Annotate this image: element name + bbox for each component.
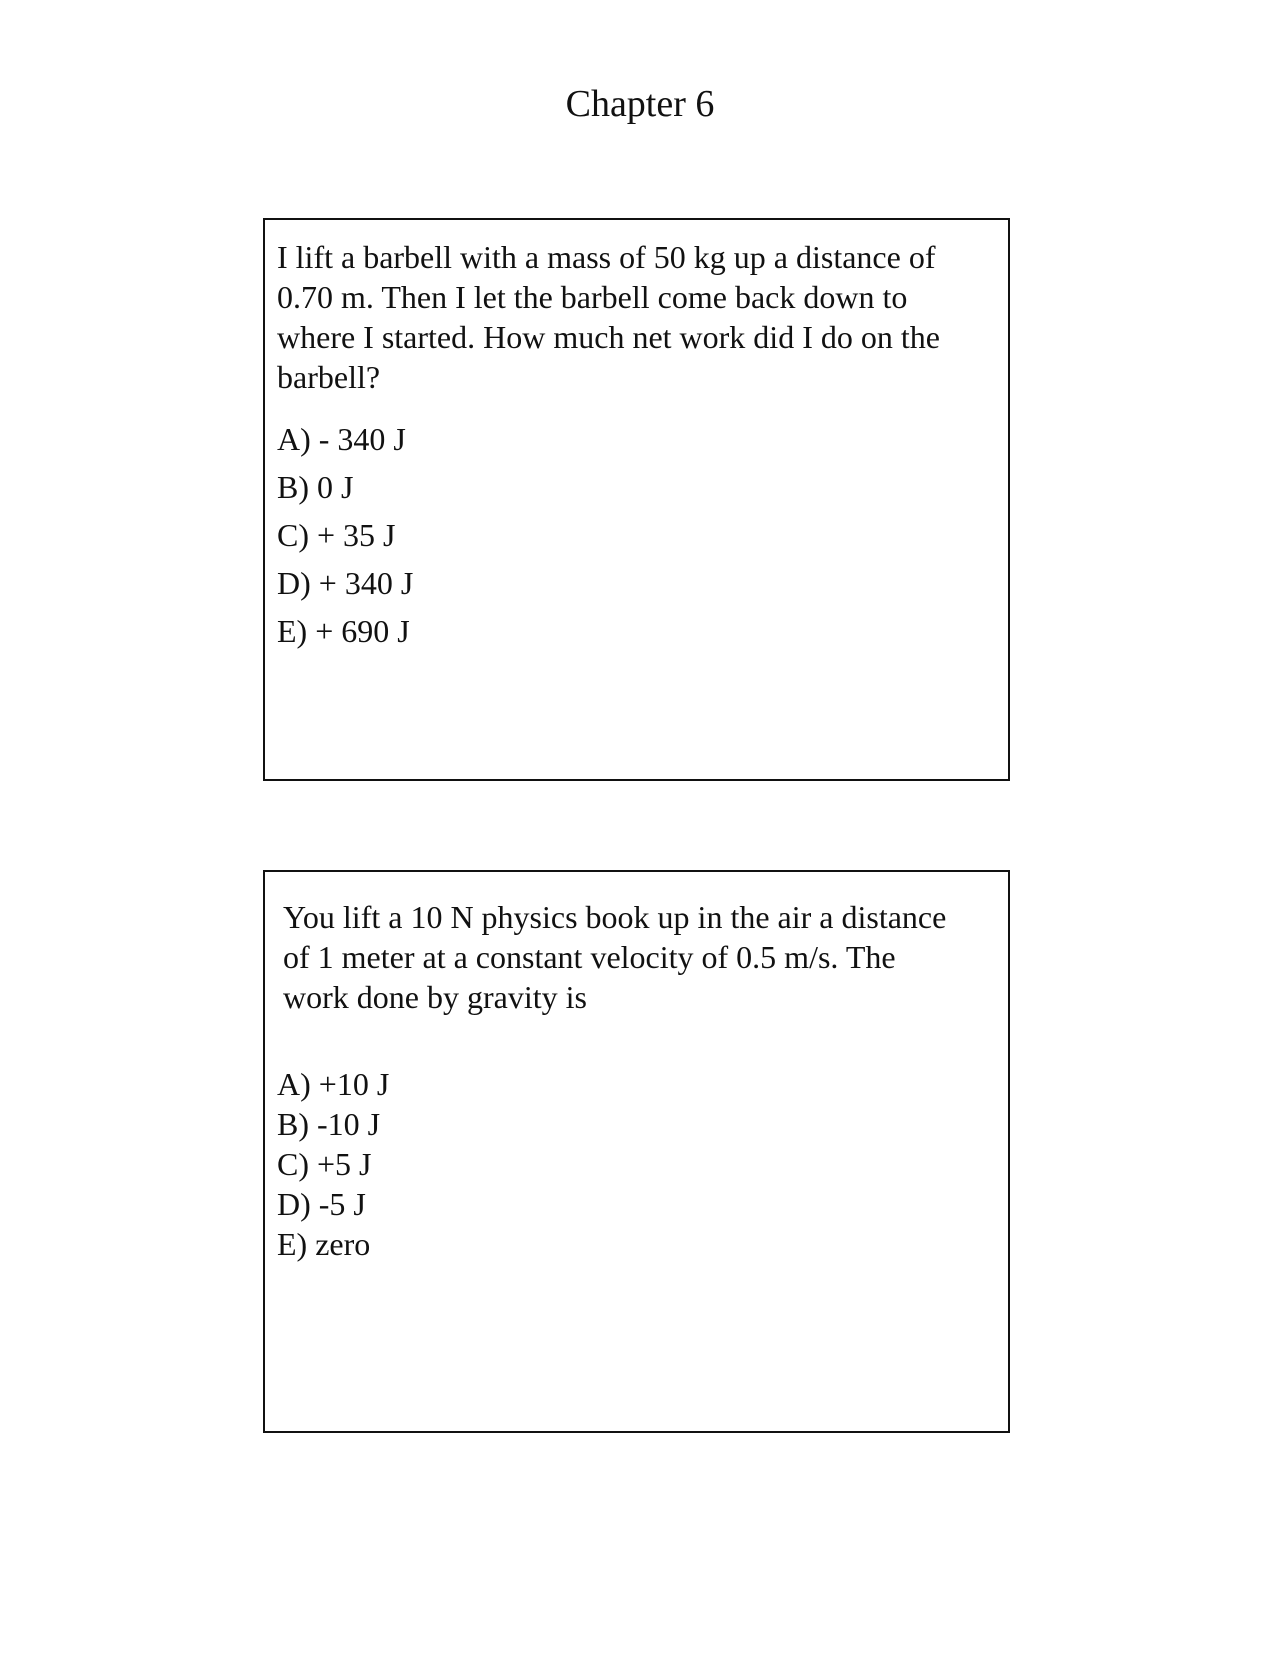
answer-choice-a: A) +10 J — [277, 1066, 390, 1102]
answer-choice-b: B) -10 J — [277, 1106, 381, 1142]
answer-choice-e: E) + 690 J — [277, 613, 410, 649]
question-box-2 — [263, 870, 1010, 1433]
answer-choice-d: D) -5 J — [277, 1186, 366, 1222]
question-box-1 — [263, 218, 1010, 781]
answer-choice-list — [277, 1064, 389, 1264]
answer-choice-e: E) zero — [277, 1226, 371, 1262]
answer-choice-a: A) - 340 J — [277, 421, 406, 457]
answer-choice-c: C) +5 J — [277, 1146, 372, 1182]
question-stem: I lift a barbell with a mass of 50 kg up a distance of 0.70 m. Then I let the barbell come back down to where I started. How much net work did I do on the barbell? — [277, 239, 940, 395]
answer-choice-list — [277, 415, 413, 655]
page-title: Chapter 6 — [565, 83, 715, 125]
answer-choice-b: B) 0 J — [277, 469, 354, 505]
answer-choice-d: D) + 340 J — [277, 565, 414, 601]
question-stem: You lift a 10 N physics book up in the air a distance of 1 meter at a constant velocity of 0.5 m/s. The work done by gravity is — [283, 899, 947, 1015]
answer-choice-c: C) + 35 J — [277, 517, 396, 553]
